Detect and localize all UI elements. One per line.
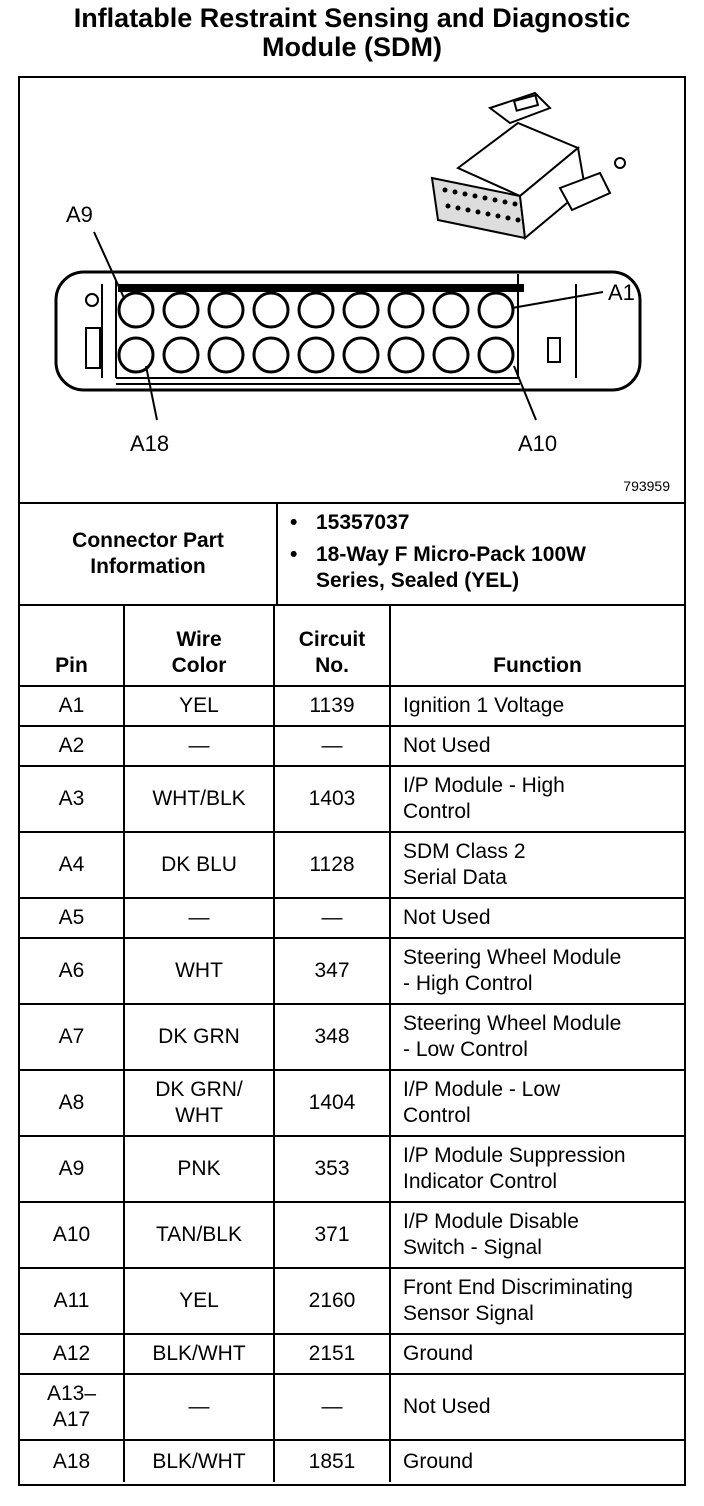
table-row — [20, 1070, 684, 1136]
cell-pin — [20, 938, 124, 1004]
cell-pin-text: A7 — [58, 1025, 85, 1048]
cell-circuit-no-text: — — [321, 906, 343, 929]
cell-function-text: Serial Data — [403, 866, 507, 889]
cell-function-text: I/P Module Suppression — [403, 1144, 626, 1167]
cell-circuit-no-text: 2160 — [308, 1289, 356, 1312]
cell-circuit-no — [274, 938, 390, 1004]
cell-circuit-no-text: 1851 — [308, 1449, 356, 1473]
cell-circuit-no — [274, 1374, 390, 1440]
connector-part-info-values — [278, 504, 684, 604]
cell-pin — [20, 766, 124, 832]
cell-wire-color — [124, 1202, 274, 1268]
cell-pin-text: A13– — [46, 1382, 97, 1405]
title-line-1: Inflatable Restraint Sensing and Diagnostic — [73, 3, 631, 33]
cell-function-text: I/P Module Disable — [403, 1210, 579, 1233]
cell-function-text: Not Used — [403, 734, 491, 757]
header-wire-line-2: Color — [171, 654, 227, 677]
pinout-table — [20, 606, 684, 1482]
connector-frame — [18, 76, 686, 1486]
cell-function-text: Not Used — [403, 1395, 491, 1418]
figure-code: 793959 — [623, 478, 670, 494]
cell-circuit-no — [274, 766, 390, 832]
cell-pin — [20, 1136, 124, 1202]
cell-wire-color-text: — — [188, 1395, 210, 1418]
cell-circuit-no — [274, 1136, 390, 1202]
cell-function — [390, 898, 684, 938]
cell-circuit-no — [274, 1070, 390, 1136]
cell-function-text: Indicator Control — [403, 1170, 558, 1193]
header-circuit-line-2: No. — [315, 654, 349, 677]
cell-circuit-no-text: 1404 — [308, 1091, 356, 1114]
connector-pins — [119, 293, 513, 372]
cell-function — [390, 1268, 684, 1334]
cell-pin-text: A10 — [52, 1223, 91, 1246]
part-description-line-1: • 18-Way F Micro-Pack 100W — [316, 543, 586, 566]
cell-circuit-no-text: 1403 — [308, 787, 356, 810]
table-row — [20, 1004, 684, 1070]
cell-pin — [20, 1440, 124, 1482]
callout-lines — [94, 232, 603, 420]
cell-wire-color-text: YEL — [179, 694, 219, 717]
cell-wire-color-text: YEL — [179, 1289, 219, 1312]
cell-pin — [20, 1374, 124, 1440]
cell-function — [390, 1440, 684, 1482]
cell-pin-text: A4 — [58, 853, 85, 876]
cell-wire-color-text: DK GRN/ — [155, 1078, 243, 1101]
cell-wire-color — [124, 832, 274, 898]
cell-function-text: Steering Wheel Module — [403, 946, 622, 969]
label-a10: A10 — [518, 431, 558, 456]
cell-circuit-no-text: 348 — [314, 1025, 350, 1048]
label-a1: A1 — [608, 280, 635, 305]
cell-function-text: - High Control — [403, 972, 533, 995]
cell-pin-text: A2 — [58, 734, 85, 757]
cell-wire-color — [124, 766, 274, 832]
cell-circuit-no-text: 1139 — [309, 694, 355, 717]
cell-wire-color-text: — — [188, 906, 210, 929]
header-pin: Pin — [20, 606, 124, 686]
cell-wire-color — [124, 938, 274, 1004]
connector-part-info-label — [20, 504, 278, 604]
connector-face — [56, 272, 640, 390]
cell-wire-color — [124, 1374, 274, 1440]
table-row — [20, 1334, 684, 1374]
cell-circuit-no — [274, 1004, 390, 1070]
cell-pin — [20, 1202, 124, 1268]
cell-function-text: Control — [403, 800, 471, 823]
cell-pin — [20, 832, 124, 898]
label-a9: A9 — [66, 202, 93, 227]
table-row — [20, 766, 684, 832]
cell-circuit-no-text: 347 — [314, 959, 350, 982]
cell-wire-color-text: DK GRN — [158, 1025, 240, 1048]
connector-3d-illustration — [432, 93, 625, 238]
cell-function-text: I/P Module - Low — [403, 1078, 561, 1101]
table-row — [20, 1440, 684, 1482]
cell-circuit-no — [274, 1334, 390, 1374]
cell-pin — [20, 1004, 124, 1070]
cell-wire-color — [124, 1440, 274, 1482]
cell-function — [390, 1374, 684, 1440]
cell-pin — [20, 898, 124, 938]
connector-part-info — [20, 504, 684, 606]
table-row — [20, 1136, 684, 1202]
header-function: Function — [390, 606, 684, 686]
title-line-2: Module (SDM) — [262, 32, 442, 62]
cell-function-text: - Low Control — [403, 1038, 528, 1061]
cell-pin — [20, 686, 124, 726]
table-row — [20, 726, 684, 766]
cell-wire-color — [124, 1004, 274, 1070]
cell-circuit-no-text: 1128 — [309, 853, 355, 876]
cell-pin-text: A9 — [58, 1157, 85, 1180]
cell-function — [390, 938, 684, 1004]
header-wire-line-1: Wire — [176, 628, 222, 651]
cell-pin-text: A3 — [58, 787, 85, 810]
table-row — [20, 832, 684, 898]
cell-function — [390, 766, 684, 832]
cell-circuit-no-text: 353 — [314, 1157, 350, 1180]
cell-wire-color — [124, 898, 274, 938]
cell-circuit-no — [274, 898, 390, 938]
cell-pin — [20, 726, 124, 766]
cell-circuit-no — [274, 726, 390, 766]
connector-diagram — [20, 78, 684, 504]
table-row — [20, 1268, 684, 1334]
cell-pin — [20, 1070, 124, 1136]
cell-wire-color-text: BLK/WHT — [152, 1342, 246, 1365]
cell-pin-text: A18 — [52, 1449, 91, 1473]
cell-function-text: Sensor Signal — [403, 1302, 534, 1325]
cell-wire-color-text: TAN/BLK — [156, 1223, 242, 1246]
cell-function — [390, 1070, 684, 1136]
cell-function — [390, 1136, 684, 1202]
cell-function — [390, 686, 684, 726]
cell-wire-color-text: BLK/WHT — [152, 1449, 246, 1473]
cell-circuit-no-text: — — [321, 734, 343, 757]
cell-pin-text: A1 — [58, 694, 85, 717]
cell-wire-color-text: WHT — [175, 959, 223, 982]
cell-function-text: Switch - Signal — [403, 1236, 542, 1259]
cell-circuit-no — [274, 1202, 390, 1268]
table-row — [20, 1374, 684, 1440]
cell-circuit-no-text: — — [321, 1395, 343, 1418]
label-a18: A18 — [130, 431, 170, 456]
header-circuit-no — [274, 606, 390, 686]
cell-function-text: Front End Discriminating — [403, 1276, 633, 1299]
cell-wire-color-text: DK BLU — [161, 853, 237, 876]
cell-wire-color — [124, 1334, 274, 1374]
part-number: • 15357037 — [316, 510, 684, 536]
cell-wire-color-text: WHT/BLK — [152, 787, 246, 810]
table-row — [20, 1202, 684, 1268]
cell-pin-text: A11 — [53, 1289, 90, 1312]
cell-wire-color-text: PNK — [177, 1157, 221, 1180]
cell-wire-color — [124, 1268, 274, 1334]
cell-circuit-no — [274, 1440, 390, 1482]
cell-pin-text: A5 — [58, 906, 85, 929]
page-title — [0, 4, 704, 62]
cell-function — [390, 832, 684, 898]
cell-function — [390, 1004, 684, 1070]
cell-function-text: I/P Module - High — [403, 774, 565, 797]
part-description — [316, 542, 684, 594]
connector-drawing — [20, 78, 684, 502]
cell-function-text: SDM Class 2 — [403, 840, 526, 863]
cell-function — [390, 1334, 684, 1374]
cell-function — [390, 1202, 684, 1268]
cell-pin-text: A6 — [58, 959, 85, 982]
cell-wire-color — [124, 726, 274, 766]
cell-pin-text: A8 — [58, 1091, 85, 1114]
cell-circuit-no — [274, 832, 390, 898]
cell-wire-color-text: WHT — [175, 1104, 223, 1127]
cell-wire-color — [124, 686, 274, 726]
cell-pin-text: A12 — [52, 1342, 91, 1365]
table-row — [20, 898, 684, 938]
cell-pin — [20, 1334, 124, 1374]
cell-wire-color — [124, 1070, 274, 1136]
part-description-line-2: Series, Sealed (YEL) — [316, 569, 520, 592]
cpi-label-line-2: Information — [90, 555, 206, 578]
cell-function-text: Ground — [403, 1342, 474, 1365]
cell-wire-color — [124, 1136, 274, 1202]
cell-function-text: Ignition 1 Voltage — [403, 694, 565, 717]
table-row — [20, 938, 684, 1004]
cell-circuit-no — [274, 686, 390, 726]
header-circuit-line-1: Circuit — [298, 628, 366, 651]
cell-circuit-no — [274, 1268, 390, 1334]
cell-function-text: Steering Wheel Module — [403, 1012, 622, 1035]
header-wire-color — [124, 606, 274, 686]
table-header-row — [20, 606, 684, 686]
table-row — [20, 686, 684, 726]
cell-function-text: Ground — [403, 1449, 474, 1473]
cpi-label-line-1: Connector Part — [72, 529, 224, 552]
cell-wire-color-text: — — [188, 734, 210, 757]
cell-circuit-no-text: 371 — [314, 1223, 350, 1246]
cell-function-text: Not Used — [403, 906, 491, 929]
cell-pin — [20, 1268, 124, 1334]
cell-function — [390, 726, 684, 766]
cell-function-text: Control — [403, 1104, 471, 1127]
cell-circuit-no-text: 2151 — [308, 1342, 356, 1365]
cell-pin-text: A17 — [52, 1408, 91, 1431]
pin-labels — [66, 202, 635, 456]
